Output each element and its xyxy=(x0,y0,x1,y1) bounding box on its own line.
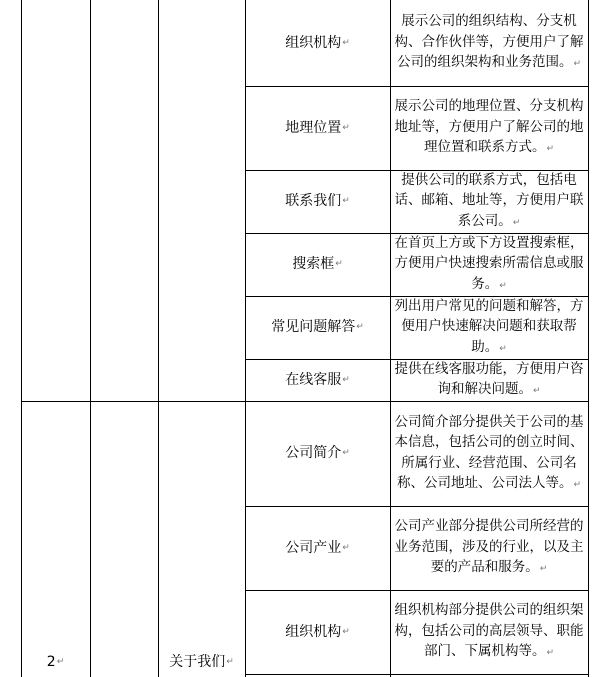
col-border xyxy=(158,0,159,677)
paragraph-mark: ↵ xyxy=(342,626,350,637)
feature-name: 常见问题解答 xyxy=(271,319,356,335)
feature-description: 提供公司的联系方式，包括电话、邮箱、地址等，方便用户联系公司。 xyxy=(394,171,584,229)
paragraph-mark: ↵ xyxy=(226,656,234,667)
col-border xyxy=(588,0,589,677)
paragraph-mark: ↵ xyxy=(532,386,541,396)
feature-cell xyxy=(245,590,390,674)
paragraph-mark: ↵ xyxy=(499,280,507,291)
description-cell xyxy=(390,359,588,401)
feature-name: 公司简介 xyxy=(285,445,342,461)
description-cell xyxy=(390,590,588,674)
paragraph-mark: ↵ xyxy=(573,59,582,70)
col-border xyxy=(90,0,91,677)
paragraph-mark: ↵ xyxy=(342,448,350,458)
paragraph-mark: ↵ xyxy=(573,480,582,490)
col-border xyxy=(21,0,22,677)
paragraph-mark: ↵ xyxy=(342,196,350,206)
paragraph-mark: ↵ xyxy=(539,564,548,575)
paragraph-mark: ↵ xyxy=(342,122,350,133)
description-cell xyxy=(390,401,588,506)
paragraph-mark: ↵ xyxy=(512,217,521,228)
paragraph-mark: ↵ xyxy=(56,656,65,667)
feature-name: 在线客服 xyxy=(285,371,342,388)
description-cell xyxy=(390,86,588,170)
section-number: 2 xyxy=(46,653,56,670)
feature-cell xyxy=(245,170,390,233)
paragraph-mark: ↵ xyxy=(342,374,350,385)
feature-cell xyxy=(245,0,390,86)
row-border xyxy=(245,674,589,675)
section-number-cell xyxy=(21,650,90,674)
paragraph-mark: ↵ xyxy=(546,144,555,155)
feature-name: 联系我们 xyxy=(285,193,342,209)
feature-description: 提供在线客服功能，方便用户咨询和解决问题。 xyxy=(394,360,584,397)
paragraph-mark: ↵ xyxy=(499,343,507,354)
feature-description: 列出用户常见的问题和解答，方便用户快速解决问题和获取帮助。 xyxy=(394,297,584,355)
module-name: 关于我们 xyxy=(169,653,226,670)
description-cell xyxy=(390,233,588,296)
description-cell xyxy=(390,170,588,233)
feature-cell xyxy=(245,401,390,506)
feature-name: 搜索框 xyxy=(292,256,335,272)
paragraph-mark: ↵ xyxy=(335,259,343,269)
description-cell xyxy=(390,506,588,590)
feature-name: 地理位置 xyxy=(285,119,342,136)
feature-description: 公司简介部分提供关于公司的基本信息，包括公司的创立时间、所属行业、经营范围、公司名称、公司地址、公司法人等。 xyxy=(394,413,584,491)
module-name-cell xyxy=(158,650,245,674)
feature-name: 组织机构 xyxy=(285,623,342,640)
feature-name: 组织机构 xyxy=(285,34,342,51)
paragraph-mark: ↵ xyxy=(546,648,555,659)
feature-description: 展示公司的地理位置、分支机构地址等，方便用户了解公司的地理位置和联系方式。 xyxy=(394,98,584,156)
description-cell xyxy=(390,296,588,359)
feature-cell xyxy=(245,506,390,590)
feature-description: 在首页上方或下方设置搜索框，方便用户快速搜索所需信息或服务。 xyxy=(394,234,584,292)
feature-cell xyxy=(245,233,390,296)
feature-description: 公司产业部分提供公司所经营的业务范围，涉及的行业，以及主要的产品和服务。 xyxy=(394,518,584,576)
feature-cell xyxy=(245,86,390,170)
paragraph-mark: ↵ xyxy=(356,322,364,332)
feature-name: 公司产业 xyxy=(285,539,342,556)
feature-cell xyxy=(245,359,390,401)
paragraph-mark: ↵ xyxy=(342,542,350,553)
feature-description: 组织机构部分提供公司的组织架构，包括公司的高层领导、职能部门、下属机构等。 xyxy=(394,602,584,660)
description-cell xyxy=(390,0,588,86)
paragraph-mark: ↵ xyxy=(342,37,350,48)
feature-cell xyxy=(245,296,390,359)
feature-description: 展示公司的组织结构、分支机构、合作伙伴等，方便用户了解公司的组织架构和业务范围。 xyxy=(394,13,584,71)
